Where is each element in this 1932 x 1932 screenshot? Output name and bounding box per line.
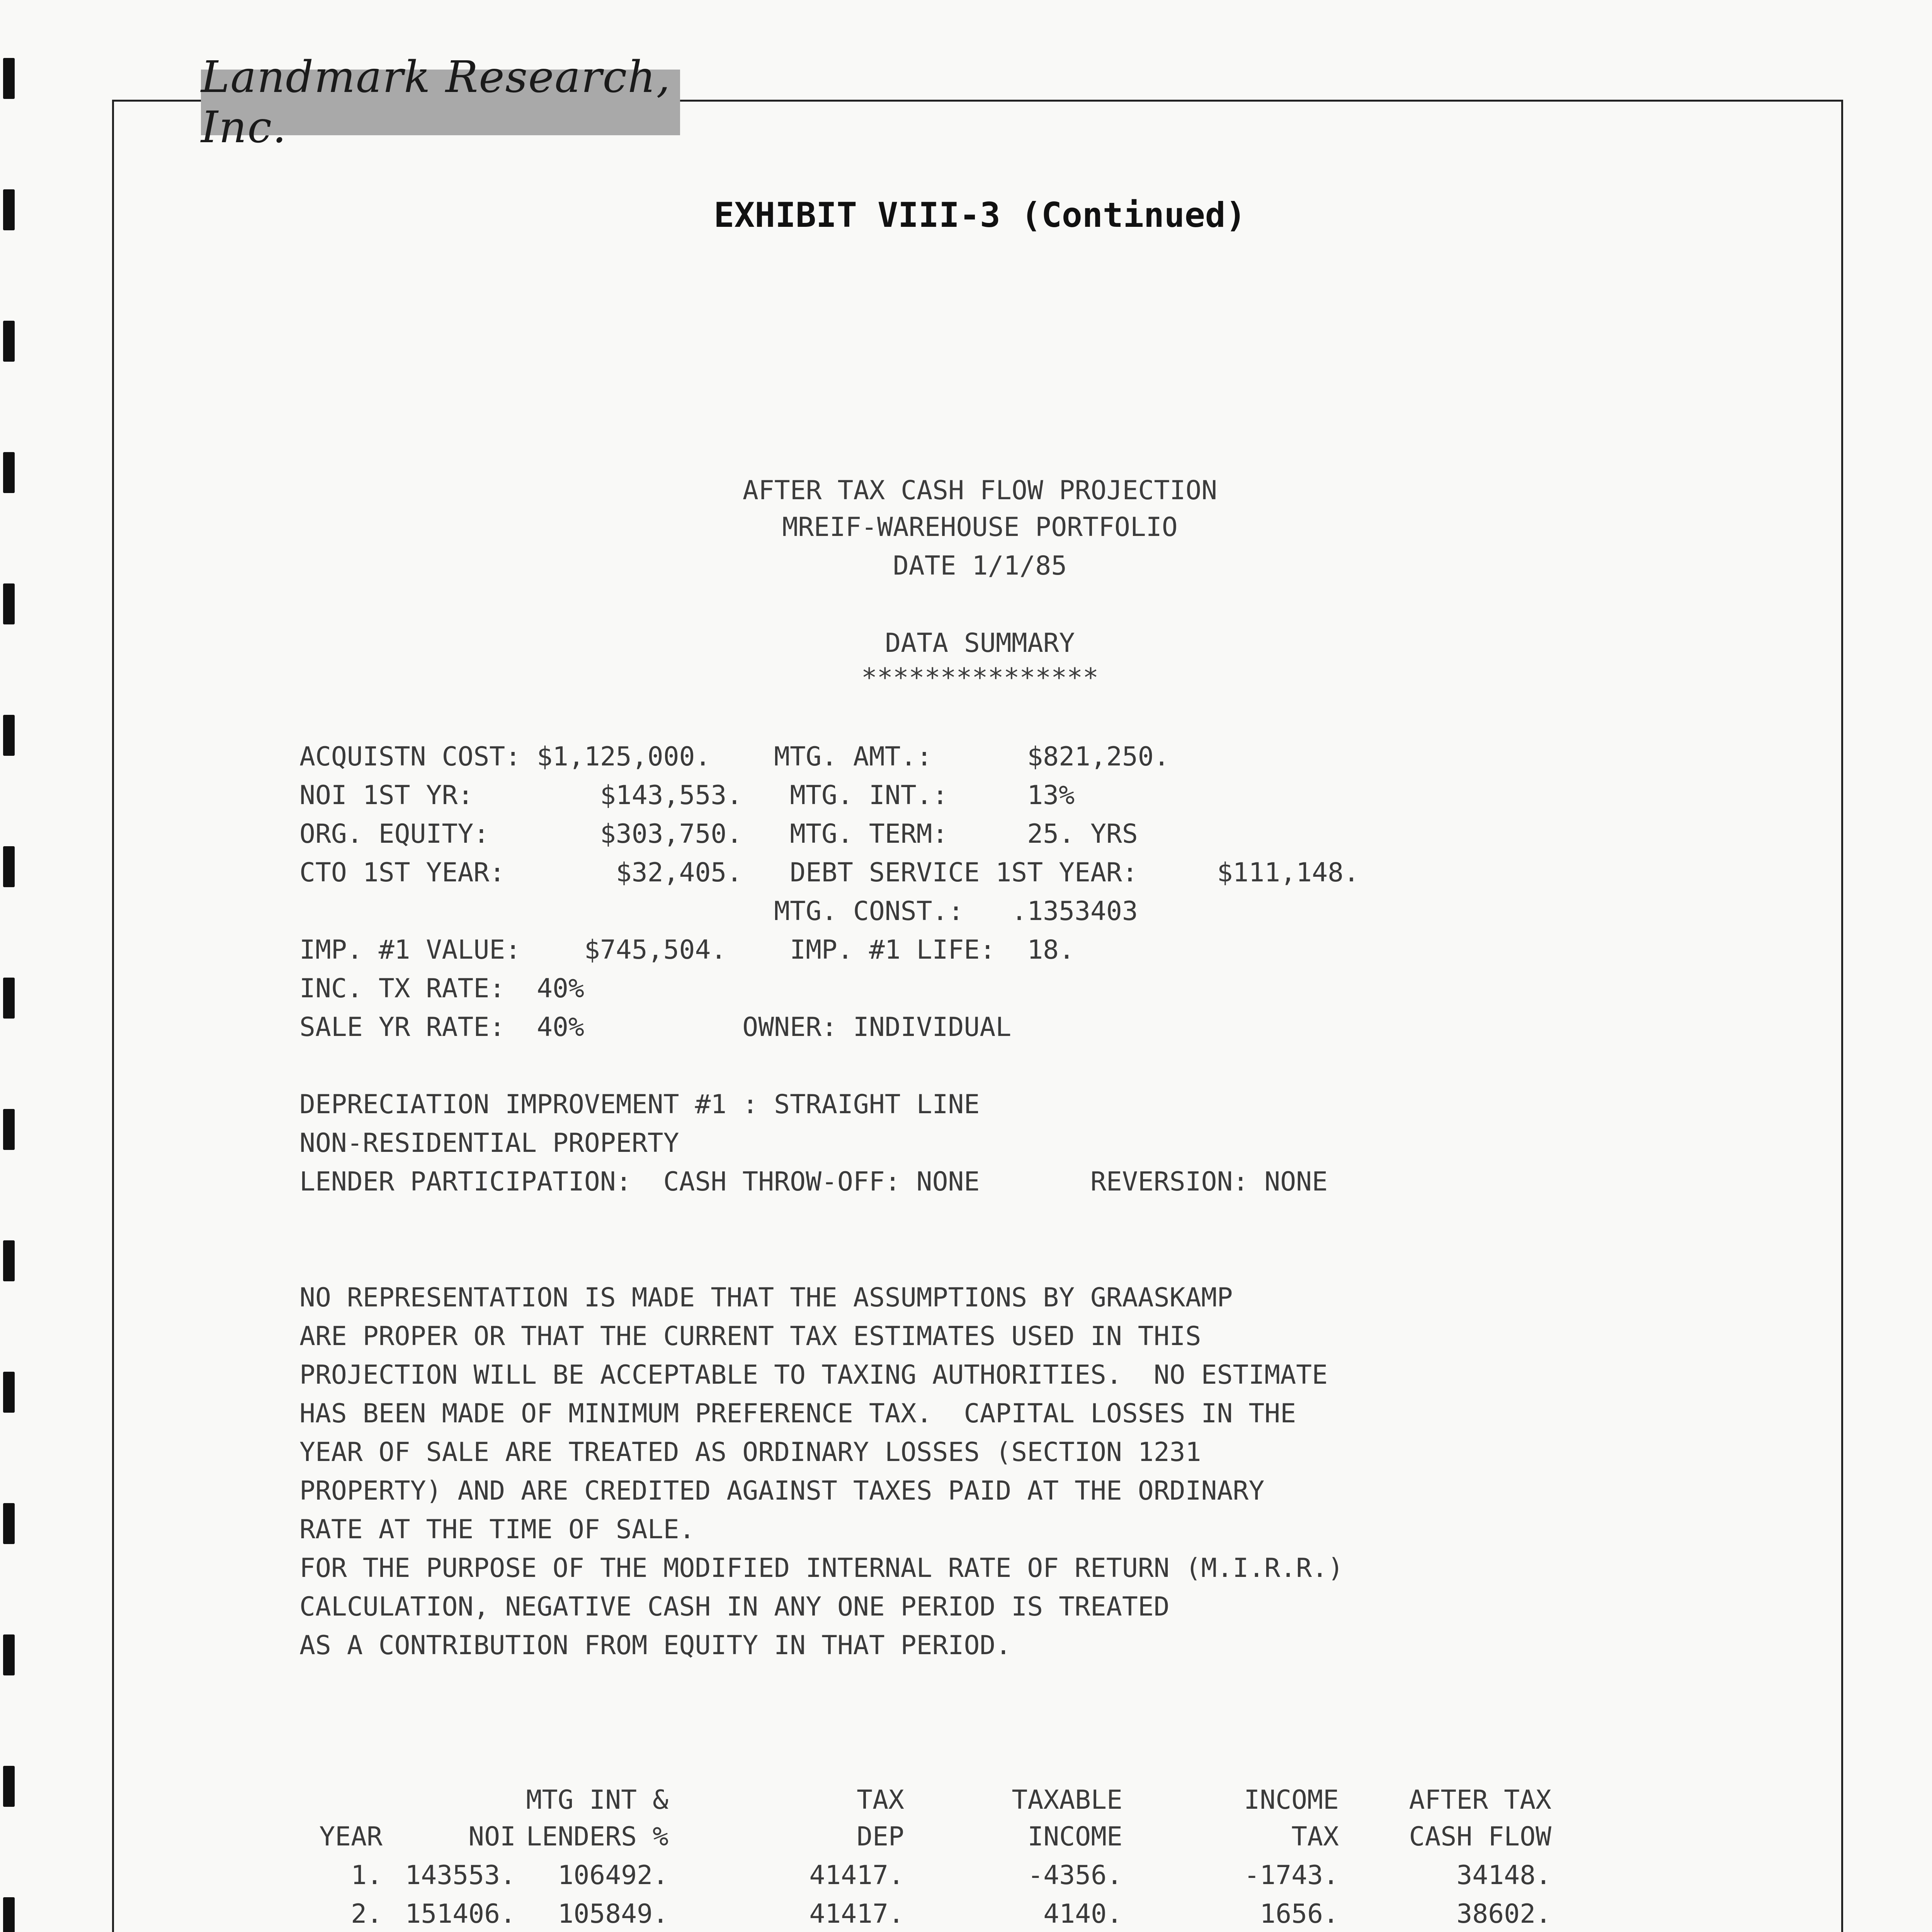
table-cell-tax-dep: 41417. — [809, 1860, 904, 1891]
summary-line: INC. TX RATE: 40% — [299, 973, 584, 1004]
disclaimer-line: ARE PROPER OR THAT THE CURRENT TAX ESTIMATES USED IN THIS — [299, 1321, 1201, 1352]
report-title: AFTER TAX CASH FLOW PROJECTION — [742, 475, 1218, 506]
col-header-taxable-income-top: TAXABLE — [1012, 1785, 1122, 1815]
table-cell-mtg-int-lenders: 105849. — [558, 1899, 668, 1929]
summary-title: DATA SUMMARY — [885, 628, 1075, 658]
col-header-tax-dep: DEP — [857, 1821, 904, 1852]
binder-hole — [3, 1372, 15, 1413]
report-subtitle: MREIF-WAREHOUSE PORTFOLIO — [782, 512, 1178, 543]
disclaimer-line: PROPERTY) AND ARE CREDITED AGAINST TAXES PAID AT THE ORDINARY — [299, 1476, 1265, 1506]
report-date: DATE 1/1/85 — [893, 551, 1067, 581]
depreciation-line: LENDER PARTICIPATION: CASH THROW-OFF: NONE REVERSION: NONE — [299, 1167, 1328, 1197]
col-header-noi: NOI — [468, 1821, 516, 1852]
binder-hole — [3, 1109, 15, 1150]
binder-hole — [3, 1897, 15, 1932]
summary-stars: *************** — [861, 663, 1099, 693]
table-cell-taxable-income: -4356. — [1027, 1860, 1122, 1891]
binder-hole — [3, 58, 15, 99]
exhibit-title: EXHIBIT VIII-3 (Continued) — [714, 195, 1246, 235]
col-header-tax-dep-top: TAX — [857, 1785, 904, 1815]
col-header-mtg-int-lenders: LENDERS % — [526, 1821, 668, 1852]
binder-hole — [3, 321, 15, 362]
table-cell-noi: 151406. — [405, 1899, 516, 1929]
disclaimer-line: HAS BEEN MADE OF MINIMUM PREFERENCE TAX. CAPITAL LOSSES IN THE — [299, 1398, 1296, 1429]
binder-hole — [3, 846, 15, 887]
binder-hole — [3, 583, 15, 624]
col-header-income-tax-top: INCOME — [1244, 1785, 1339, 1815]
table-cell-year: 2. — [351, 1899, 383, 1929]
table-cell-tax-dep: 41417. — [809, 1899, 904, 1929]
depreciation-line: DEPRECIATION IMPROVEMENT #1 : STRAIGHT LINE — [299, 1089, 980, 1120]
disclaimer-line: PROJECTION WILL BE ACCEPTABLE TO TAXING AUTHORITIES. NO ESTIMATE — [299, 1360, 1328, 1390]
summary-line: NOI 1ST YR: $143,553. MTG. INT.: 13% — [299, 780, 1075, 811]
summary-line: ORG. EQUITY: $303,750. MTG. TERM: 25. YRS — [299, 819, 1138, 849]
col-header-income-tax: TAX — [1291, 1821, 1339, 1852]
summary-line: SALE YR RATE: 40% OWNER: INDIVIDUAL — [299, 1012, 1012, 1043]
col-header-year: YEAR — [319, 1821, 383, 1852]
table-cell-noi: 143553. — [405, 1860, 516, 1891]
col-header-after-tax-cash-flow-top: AFTER TAX — [1409, 1785, 1551, 1815]
disclaimer-line: NO REPRESENTATION IS MADE THAT THE ASSUMPTIONS BY GRAASKAMP — [299, 1282, 1233, 1313]
summary-line: IMP. #1 VALUE: $745,504. IMP. #1 LIFE: 18. — [299, 935, 1075, 965]
binder-hole — [3, 715, 15, 756]
col-header-after-tax-cash-flow: CASH FLOW — [1409, 1821, 1551, 1852]
disclaimer-line: CALCULATION, NEGATIVE CASH IN ANY ONE PERIOD IS TREATED — [299, 1592, 1170, 1622]
binder-hole — [3, 1240, 15, 1281]
table-cell-mtg-int-lenders: 106492. — [558, 1860, 668, 1891]
disclaimer-line: YEAR OF SALE ARE TREATED AS ORDINARY LOSSES (SECTION 1231 — [299, 1437, 1201, 1468]
disclaimer-line: RATE AT THE TIME OF SALE. — [299, 1514, 695, 1545]
summary-line: CTO 1ST YEAR: $32,405. DEBT SERVICE 1ST YEAR: $111,148. — [299, 857, 1359, 888]
summary-line: ACQUISTN COST: $1,125,000. MTG. AMT.: $821,250. — [299, 742, 1170, 772]
depreciation-line: NON-RESIDENTIAL PROPERTY — [299, 1128, 679, 1158]
disclaimer-line: FOR THE PURPOSE OF THE MODIFIED INTERNAL RATE OF RETURN (M.I.R.R.) — [299, 1553, 1344, 1583]
table-cell-income-tax: 1656. — [1260, 1899, 1339, 1929]
table-cell-after-tax-cash-flow: 34148. — [1456, 1860, 1551, 1891]
table-cell-taxable-income: 4140. — [1043, 1899, 1122, 1929]
binder-hole — [3, 1634, 15, 1675]
binder-hole — [3, 978, 15, 1019]
binder-hole — [3, 1766, 15, 1807]
col-header-taxable-income: INCOME — [1027, 1821, 1122, 1852]
binder-hole — [3, 1503, 15, 1544]
summary-line: MTG. CONST.: .1353403 — [299, 896, 1138, 927]
disclaimer-line: AS A CONTRIBUTION FROM EQUITY IN THAT PERIOD. — [299, 1630, 1012, 1661]
table-cell-income-tax: -1743. — [1244, 1860, 1339, 1891]
table-cell-year: 1. — [351, 1860, 383, 1891]
col-header-mtg-int-lenders-top: MTG INT & — [526, 1785, 668, 1815]
company-logo: Landmark Research, Inc. — [201, 70, 680, 135]
table-cell-after-tax-cash-flow: 38602. — [1456, 1899, 1551, 1929]
